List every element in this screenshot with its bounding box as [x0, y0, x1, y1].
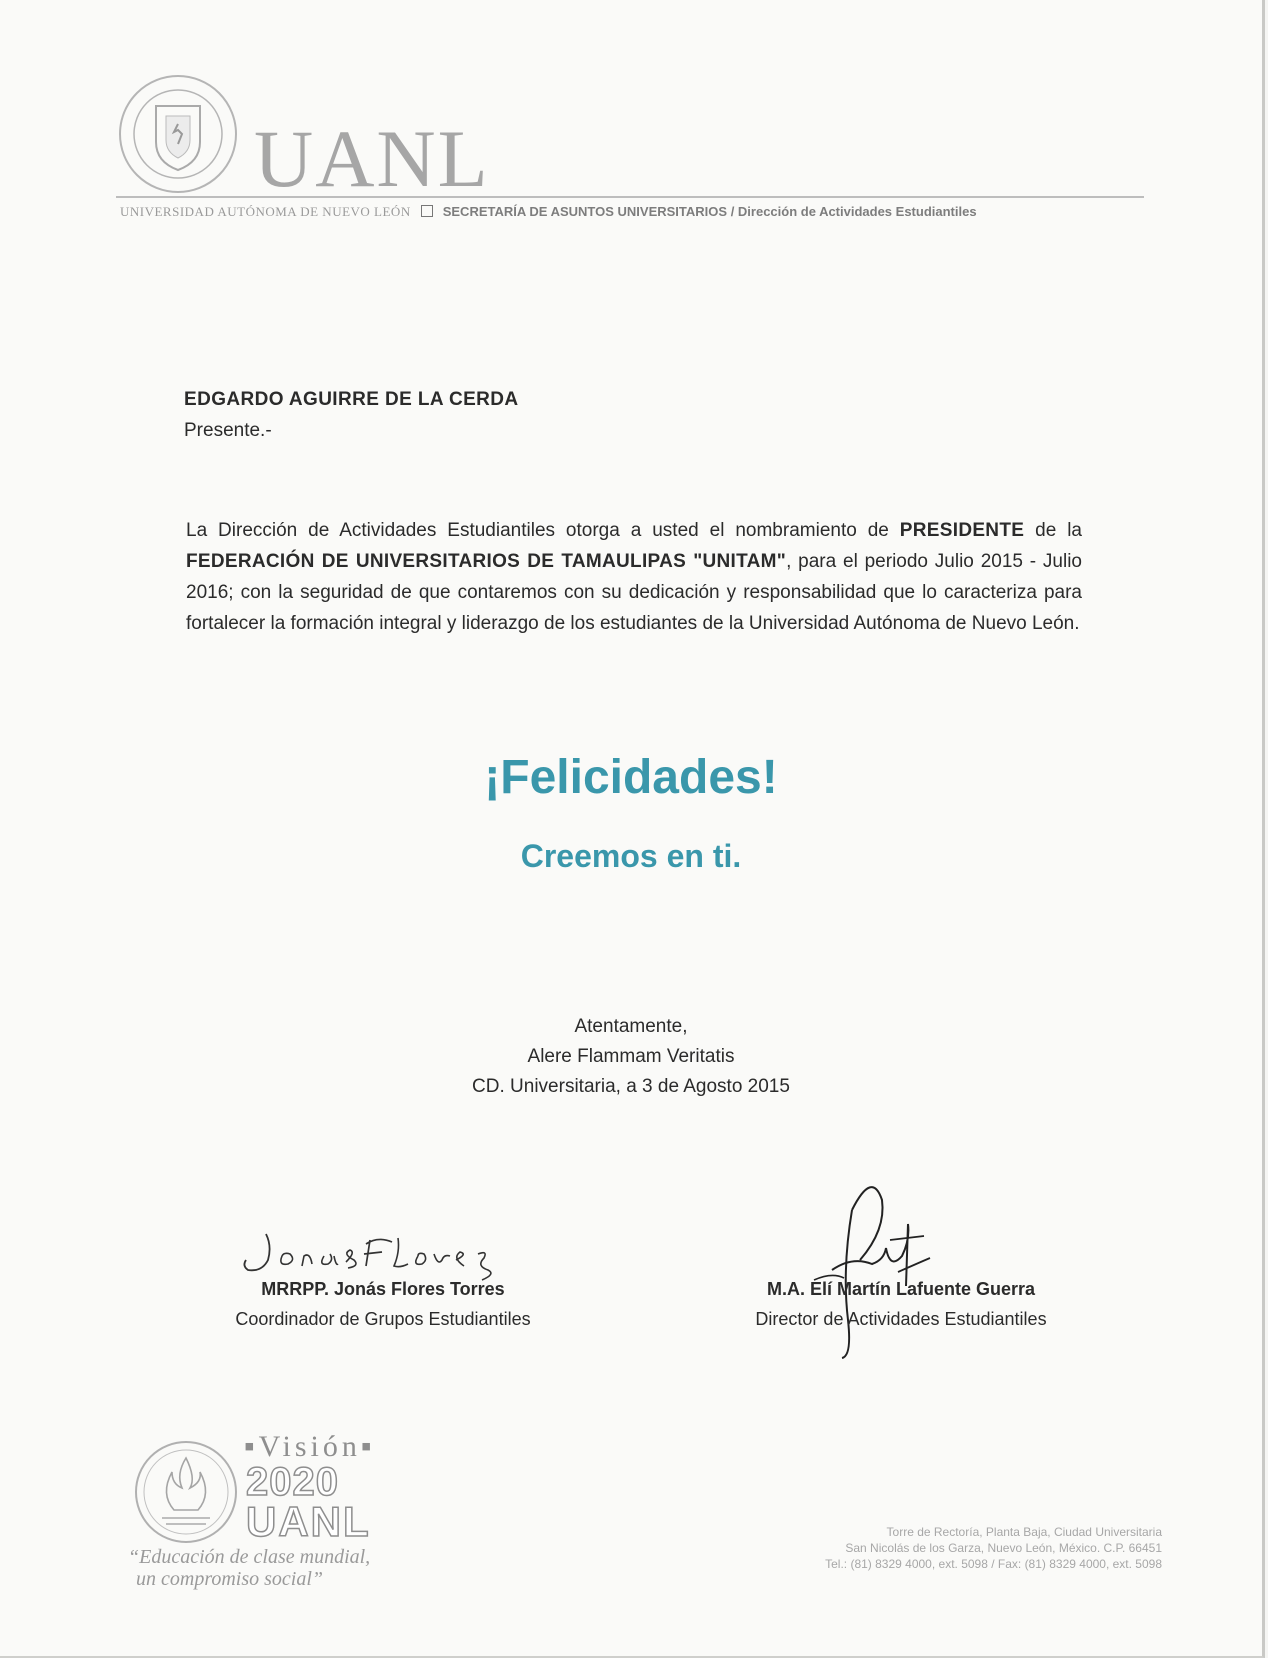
signatory-right-role: Director de Actividades Estudiantiles — [755, 1309, 1047, 1329]
motto-line-1: “Educación de clase mundial, — [128, 1546, 371, 1568]
motto — [128, 1546, 370, 1590]
para-role: PRESIDENTE — [899, 520, 1025, 541]
para-part2: de la — [1024, 520, 1082, 541]
recipient-name: EDGARDO AGUIRRE DE LA CERDA — [184, 389, 519, 410]
vision-flame-seal-icon — [132, 1438, 240, 1546]
vision-word: Visión — [258, 1430, 361, 1463]
closing-line-1: Atentamente, — [574, 1016, 688, 1037]
uanl-seal-icon — [116, 72, 240, 196]
address-line-1: Torre de Rectoría, Planta Baja, Ciudad Universitaria — [886, 1525, 1162, 1539]
secretaria-name: SECRETARÍA DE ASUNTOS UNIVERSITARIOS — [442, 204, 728, 219]
para-part1: La Dirección de Actividades Estudiantiles otorga a usted el nombramiento de — [186, 520, 900, 541]
headline: ¡Felicidades! — [484, 751, 778, 804]
signatory-right-name: M.A. Elí Martín Lafuente Guerra — [766, 1279, 1036, 1299]
signatory-right — [714, 1274, 1088, 1334]
brand-wordmark: UANL — [254, 113, 490, 204]
square-separator-icon — [421, 205, 433, 217]
signatory-left-role: Coordinador de Grupos Estudiantiles — [235, 1309, 531, 1329]
direccion-name: / Dirección de Actividades Estudiantiles — [730, 204, 977, 219]
vision-org: UANL — [246, 1498, 371, 1545]
greeting: Presente.- — [184, 420, 272, 441]
signatory-left-name: MRRPP. Jonás Flores Torres — [261, 1279, 505, 1299]
header-divider — [116, 196, 1144, 198]
header-subtitle — [120, 204, 977, 220]
vision-year: 2020 — [246, 1460, 339, 1504]
address-line-3: Tel.: (81) 8329 4000, ext. 5098 / Fax: (81) 8329 4000, ext. 5098 — [825, 1557, 1162, 1571]
address-line-2: San Nicolás de los Garza, Nuevo León, México. C.P. 66451 — [845, 1541, 1162, 1555]
para-part3: , para el periodo Julio 2015 - Julio 2016; con la seguridad de que contaremos con su dedicación y responsabilidad que lo caracteriza para fortalecer la formación integral y liderazgo de los estudiantes de la Universidad Autónoma de Nuevo León. — [186, 551, 1082, 634]
body-paragraph — [186, 515, 1082, 639]
signatory-left — [176, 1274, 590, 1334]
closing-line-2: Alere Flammam Veritatis — [527, 1046, 735, 1067]
subheadline: Creemos en ti. — [520, 838, 742, 874]
motto-line-2: un compromiso social” — [136, 1568, 324, 1590]
university-name: UNIVERSIDAD AUTÓNOMA DE NUEVO LEÓN — [120, 204, 411, 219]
footer-address — [825, 1524, 1162, 1572]
vision-title: ▪Visión▪ — [244, 1430, 376, 1463]
closing-line-3: CD. Universitaria, a 3 de Agosto 2015 — [472, 1076, 790, 1097]
para-federation: FEDERACIÓN DE UNIVERSITARIOS DE TAMAULIPAS "UNITAM" — [186, 551, 787, 572]
